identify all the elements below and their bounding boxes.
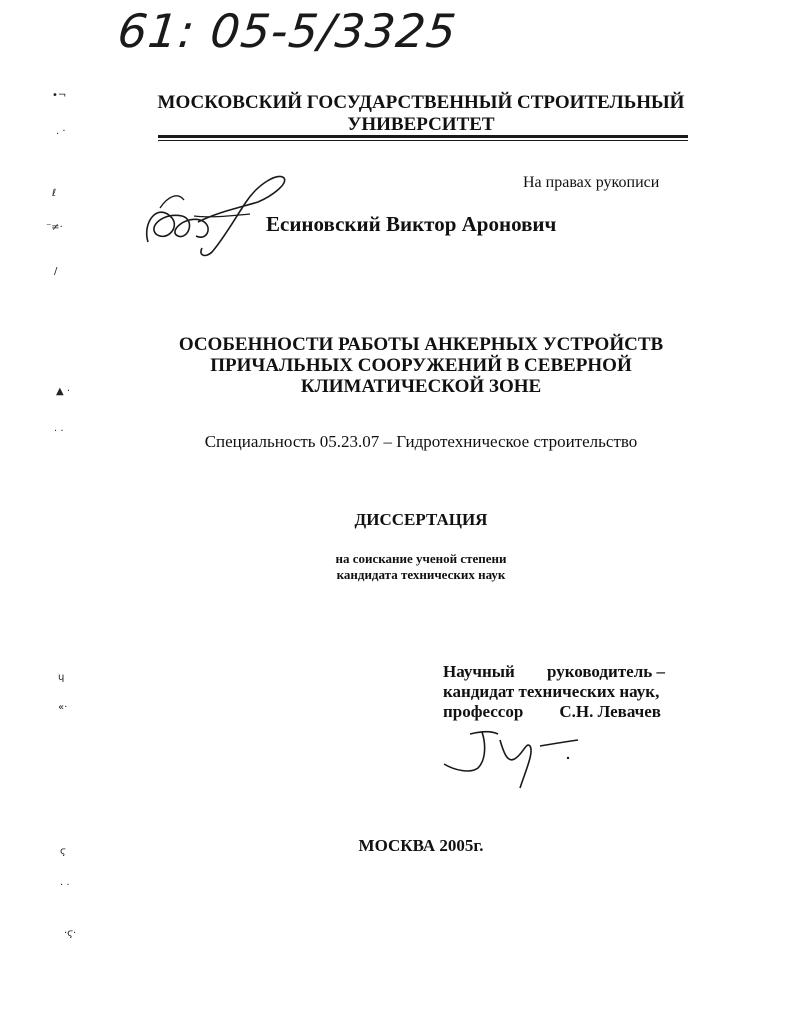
scan-speck: «· [58, 702, 68, 713]
scan-speck: ϛ [60, 846, 66, 857]
scan-speck: / [54, 266, 58, 277]
supervisor-name: С.Н. Левачев [559, 702, 661, 721]
university-name-line1: МОСКОВСКИЙ ГОСУДАРСТВЕННЫЙ СТРОИТЕЛЬНЫЙ [157, 92, 685, 113]
scan-speck: · · [54, 426, 64, 437]
rights-note: На правах рукописи [523, 174, 660, 191]
supervisor-degree: кандидат технических наук, [443, 682, 660, 701]
scan-speck: . · [56, 126, 66, 137]
degree-line1: на соискание ученой степени [335, 551, 507, 566]
archive-number: 61: 05-5/3325 [115, 4, 460, 58]
scan-speck: ℓ [52, 188, 57, 199]
city-year: МОСКВА 2005г. [358, 836, 484, 855]
scan-speck: •¬ [52, 90, 67, 101]
university-name-line2: УНИВЕРСИТЕТ [347, 114, 495, 135]
supervisor-label [443, 662, 665, 682]
supervisor-rank: профессор [443, 702, 524, 721]
supervisor-rank-name [443, 702, 661, 722]
scan-speck: ·ϛ· [64, 928, 77, 939]
specialty: Специальность 05.23.07 – Гидротехническое строительство [204, 432, 638, 451]
document-type: ДИССЕРТАЦИЯ [354, 510, 488, 529]
header-rule-thick [158, 135, 688, 138]
degree-line2: кандидата технических наук [336, 567, 506, 582]
dissertation-title-line3: КЛИМАТИЧЕСКОЙ ЗОНЕ [300, 376, 542, 397]
dissertation-title-line1: ОСОБЕННОСТИ РАБОТЫ АНКЕРНЫХ УСТРОЙСТВ [178, 334, 664, 355]
scan-speck: · · [60, 880, 70, 891]
scan-speck: ▲ · [56, 386, 71, 397]
author-name: Есиновский Виктор Аронович [266, 212, 557, 236]
supervisor-signature [440, 724, 590, 794]
supervisor-label-word2: руководитель – [546, 662, 665, 681]
supervisor-label-word1: Научный [443, 662, 515, 681]
dissertation-title-line2: ПРИЧАЛЬНЫХ СООРУЖЕНИЙ В СЕВЕРНОЙ [210, 355, 632, 376]
scan-speck: ɥ [58, 672, 65, 683]
header-rule-thin [158, 140, 688, 141]
scan-speck: ⁻≠· [46, 222, 63, 233]
